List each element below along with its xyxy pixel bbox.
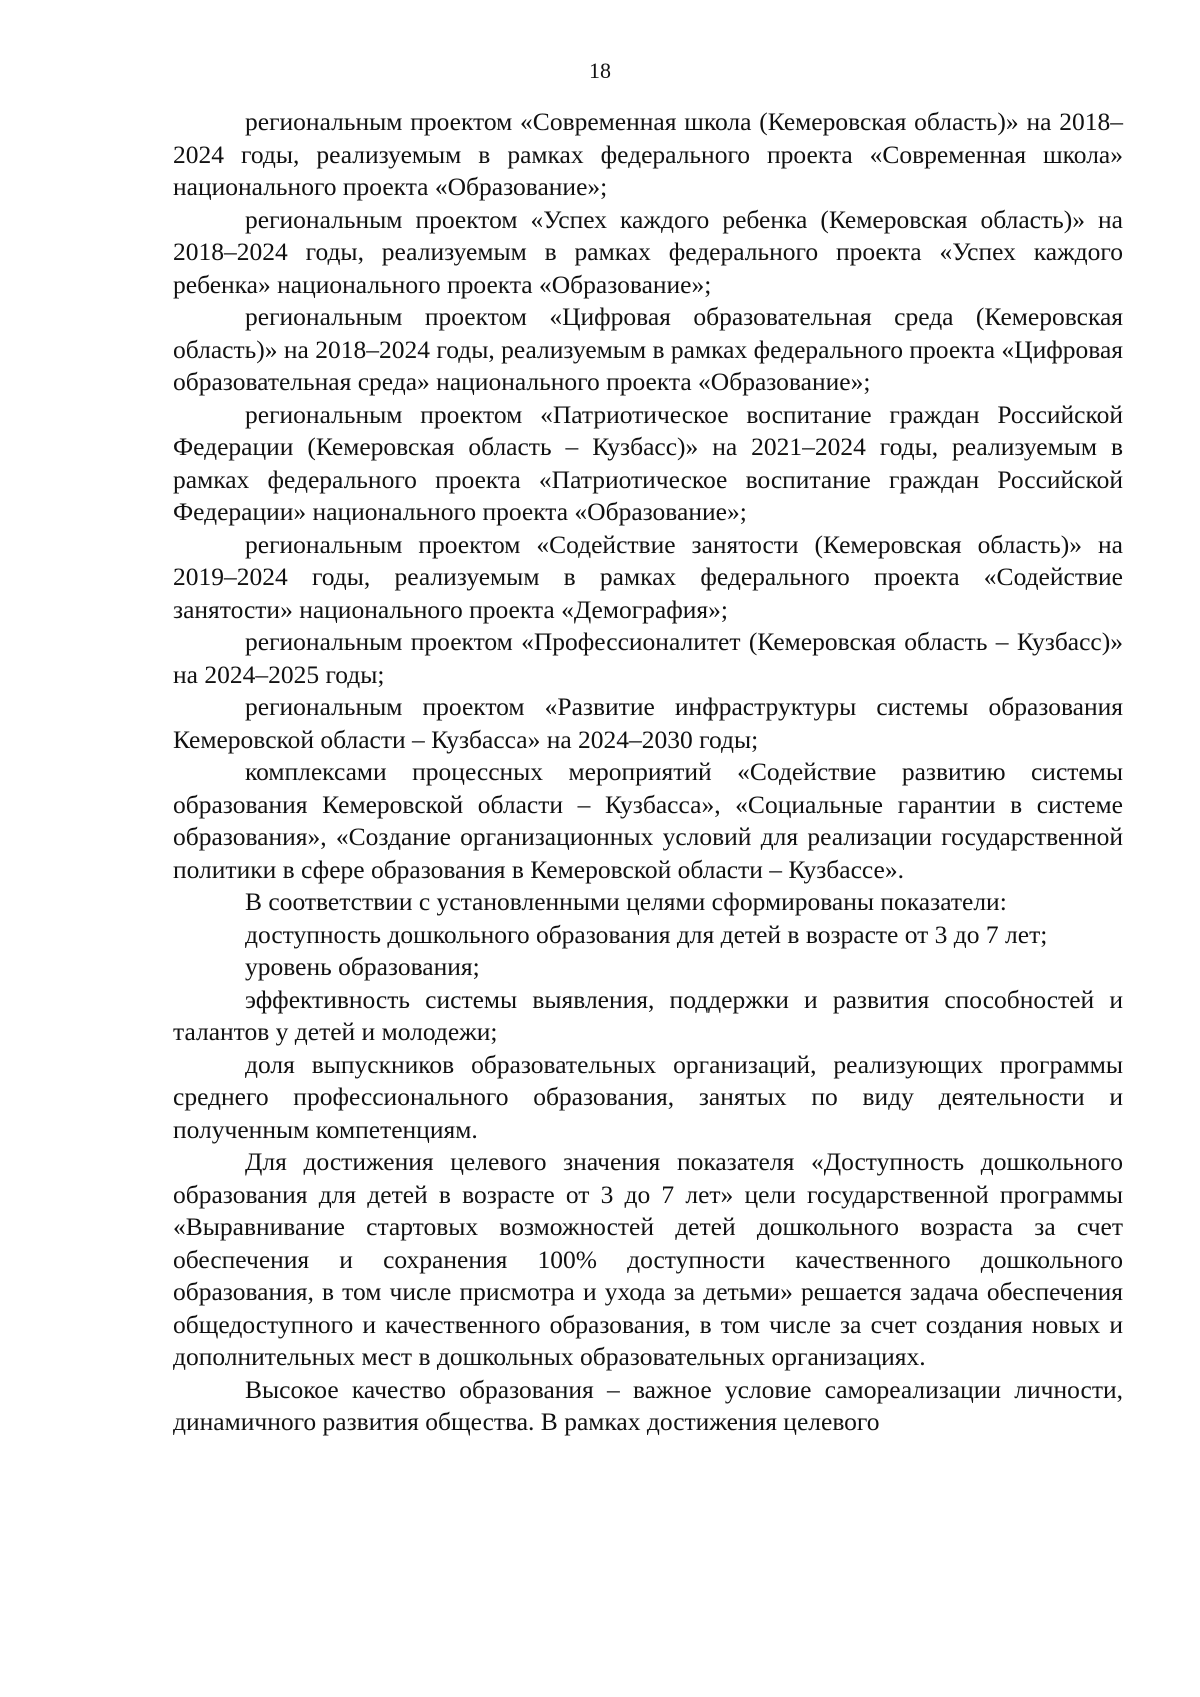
- paragraph-regional-project-modern-school: региональным проектом «Современная школа (Кемеровская область)» на 2018–2024 годы, реализуемым в рамках федерального проекта «Современная школа» национального проекта «Образование»;: [173, 107, 1123, 201]
- paragraph-regional-project-patriotic-education: региональным проектом «Патриотическое воспитание граждан Российской Федерации (Кемеровская область – Кузбасс)» на 2021–2024 годы, реализуемым в рамках федерального проекта «Патриотическое воспитание граждан Российской Федерации» национального проекта «Образование»;: [173, 399, 1123, 526]
- paragraph-regional-project-professionalitet: региональным проектом «Профессионалитет (Кемеровская область – Кузбасс)» на 2024–2025 годы;: [173, 627, 1123, 689]
- document-body: [173, 106, 1123, 1439]
- paragraph-process-measures: комплексами процессных мероприятий «Содействие развитию системы образования Кемеровской области – Кузбасса», «Социальные гарантии в системе образования», «Создание организационных условий для реализации государственной политики в сфере образования в Кемеровской области – Кузбассе».: [173, 757, 1123, 884]
- paragraph-indicator-graduates-share: доля выпускников образовательных организаций, реализующих программы среднего профессионального образования, занятых по виду деятельности и полученным компетенциям.: [173, 1049, 1123, 1144]
- paragraph-indicators-intro: В соответствии с установленными целями сформированы показатели:: [245, 887, 1007, 916]
- paragraph-preschool-goal: Для достижения целевого значения показателя «Доступность дошкольного образования для детей в возрасте от 3 до 7 лет» цели государственной программы «Выравнивание стартовых возможностей детей дошкольного возраста за счет обеспечения и сохранения 100% доступности качественного дошкольного образования, в том числе присмотра и ухода за детьми» решается задача обеспечения общедоступного и качественного образования, в том числе за счет создания новых и дополнительных мест в дошкольных образовательных организациях.: [173, 1147, 1123, 1371]
- paragraph-indicator-talent-system: эффективность системы выявления, поддержки и развития способностей и талантов у детей и молодежи;: [173, 984, 1123, 1046]
- paragraph-regional-project-child-success: региональным проектом «Успех каждого ребенка (Кемеровская область)» на 2018–2024 годы, реализуемым в рамках федерального проекта «Успех каждого ребенка» национального проекта «Образование»;: [173, 204, 1123, 299]
- page-number: 18: [589, 58, 611, 83]
- paragraph-regional-project-infrastructure: региональным проектом «Развитие инфраструктуры системы образования Кемеровской области – Кузбасса» на 2024–2030 годы;: [173, 692, 1123, 754]
- paragraph-indicator-education-level: уровень образования;: [245, 952, 480, 981]
- paragraph-indicator-preschool-access: доступность дошкольного образования для детей в возрасте от 3 до 7 лет;: [245, 919, 1048, 949]
- paragraph-education-quality: Высокое качество образования – важное условие самореализации личности, динамичного развития общества. В рамках достижения целевого: [173, 1374, 1123, 1436]
- paragraph-regional-project-digital-environment: региональным проектом «Цифровая образовательная среда (Кемеровская область)» на 2018–2024 годы, реализуемым в рамках федерального проекта «Цифровая образовательная среда» национального проекта «Образование»;: [173, 302, 1123, 396]
- paragraph-regional-project-employment: региональным проектом «Содействие занятости (Кемеровская область)» на 2019–2024 годы, реализуемым в рамках федерального проекта «Содействие занятости» национального проекта «Демография»;: [173, 529, 1123, 624]
